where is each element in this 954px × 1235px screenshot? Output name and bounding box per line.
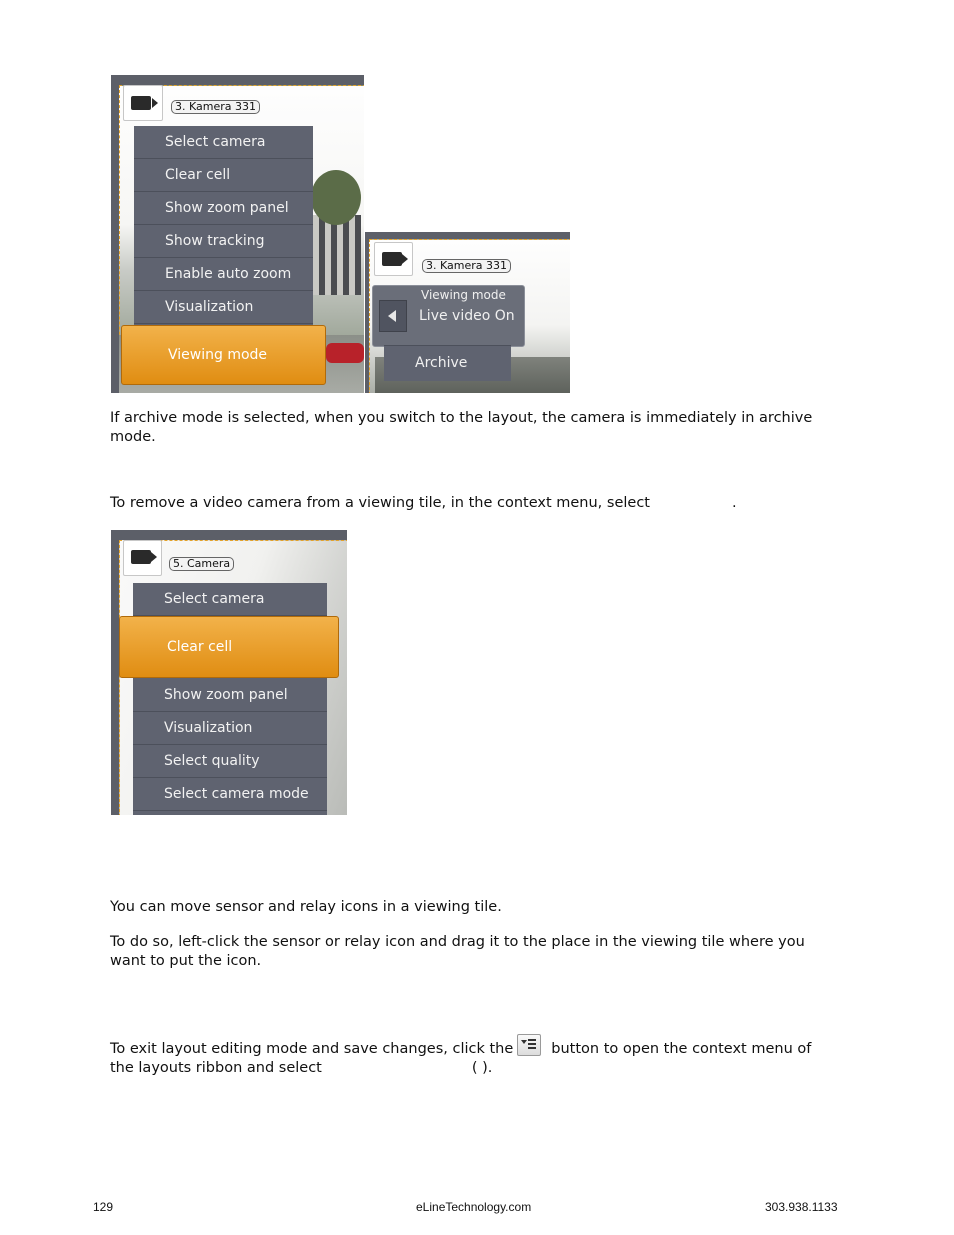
viewing-mode-submenu[interactable]	[372, 285, 525, 347]
archive-label: Archive	[415, 355, 468, 371]
camera-icon[interactable]	[123, 85, 163, 121]
paragraph-move-icons: You can move sensor and relay icons in a viewing tile.	[110, 899, 502, 915]
menu-item-visualization[interactable]: Visualization	[134, 291, 313, 324]
camera-tag[interactable]: 5. Camera	[169, 557, 234, 571]
camera-icon[interactable]	[374, 242, 413, 276]
menu-item-show-zoom-panel[interactable]: Show zoom panel	[134, 192, 313, 225]
page-number: 129	[93, 1200, 114, 1214]
footer-website: eLineTechnology.com	[416, 1200, 532, 1214]
context-menu	[134, 126, 313, 326]
ribbon-menu-icon[interactable]	[517, 1034, 541, 1056]
menu-item-select-camera-mode[interactable]: Select camera mode	[133, 778, 327, 811]
submenu-value: Live video On	[419, 308, 515, 324]
submenu-title: Viewing mode	[421, 288, 506, 302]
menu-item-clear-cell[interactable]: Clear cell	[119, 616, 339, 678]
screenshot-viewing-mode-submenu	[365, 232, 570, 393]
red-car	[326, 343, 364, 363]
menu-item-clear-cell[interactable]: Clear cell	[134, 159, 313, 192]
menu-item-viewing-mode[interactable]: Viewing mode	[121, 325, 326, 385]
tree	[311, 170, 361, 225]
paragraph-exit-editing: To exit layout editing mode and save changes, click the button to open the context menu of the layouts ribbon and select ( ).	[110, 1034, 811, 1078]
paragraph-archive-mode: If archive mode is selected, when you switch to the layout, the camera is immediately in archive mode.	[110, 410, 813, 445]
menu-item-visualization[interactable]: Visualization	[133, 712, 327, 745]
menu-item-enable-auto-zoom[interactable]: Enable auto zoom	[134, 258, 313, 291]
screenshot-context-menu-viewing-mode	[111, 75, 364, 393]
paragraph-drag-icon: To do so, left-click the sensor or relay icon and drag it to the place in the viewing tile where you want to put the icon.	[110, 934, 805, 969]
menu-item-select-camera[interactable]: Select camera	[134, 126, 313, 159]
menu-item-select-quality[interactable]: Select quality	[133, 745, 327, 778]
camera-tag[interactable]: 3. Kamera 331	[422, 259, 511, 273]
camera-tag[interactable]: 3. Kamera 331	[171, 100, 260, 114]
camera-icon[interactable]	[123, 540, 162, 576]
menu-item-show-zoom-panel[interactable]: Show zoom panel	[133, 679, 327, 712]
menu-item-archive[interactable]	[384, 345, 511, 381]
screenshot-context-menu-clear-cell	[111, 530, 347, 815]
footer-phone: 303.938.1133	[765, 1200, 838, 1214]
chevron-left-icon[interactable]	[379, 300, 407, 332]
paragraph-remove-camera: To remove a video camera from a viewing tile, in the context menu, select .	[110, 495, 737, 511]
menu-item-show-tracking[interactable]: Show tracking	[134, 225, 313, 258]
menu-item-select-camera[interactable]: Select camera	[133, 583, 327, 616]
